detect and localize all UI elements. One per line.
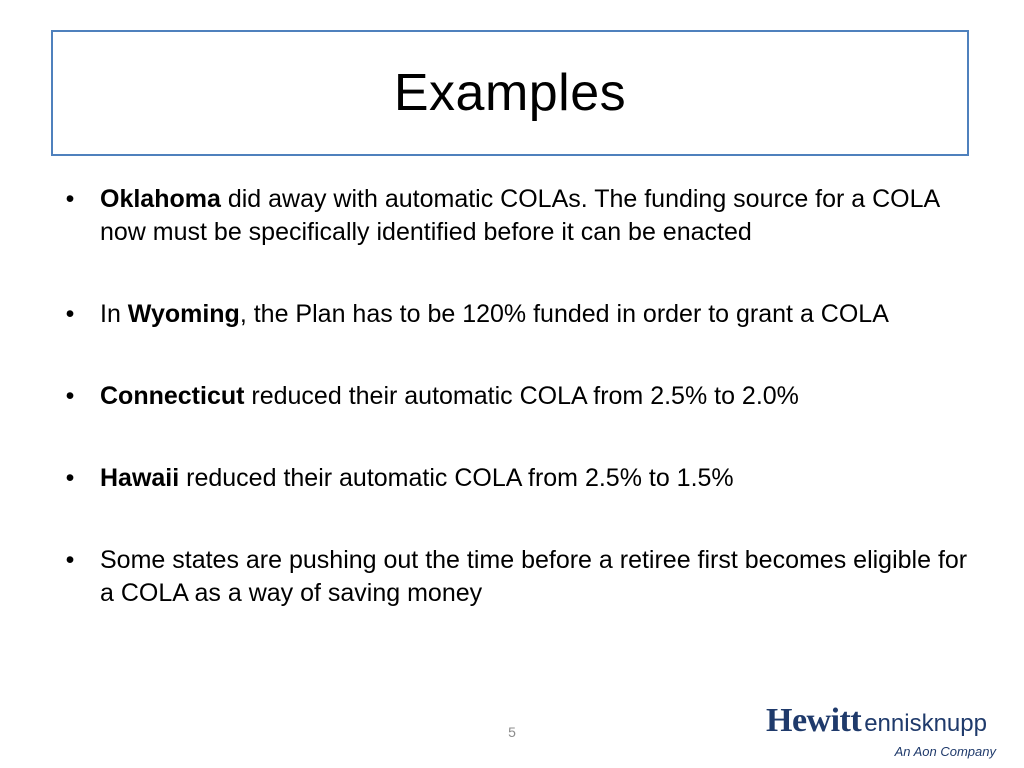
bullet-keyword: Hawaii — [100, 464, 180, 492]
bullet-icon: • — [65, 185, 75, 213]
title-box — [51, 30, 969, 156]
bullet-item — [60, 462, 970, 495]
bullet-text: Hawaii reduced their automatic COLA from 2.5% to 1.5% — [100, 464, 734, 492]
company-logo — [766, 700, 1002, 764]
logo-wordmark — [766, 702, 987, 740]
bullet-icon: • — [65, 382, 75, 410]
bullet-text: Oklahoma did away with automatic COLAs. The funding source for a COLA now must be specifically identified before it can be enacted — [100, 185, 939, 246]
bullet-item — [60, 183, 970, 249]
bullet-item — [60, 298, 970, 331]
logo-secondary-text: ennisknupp — [864, 710, 987, 737]
bullet-keyword: Wyoming — [127, 300, 240, 328]
bullet-keyword: Oklahoma — [100, 185, 221, 213]
page-number: 5 — [508, 724, 516, 740]
bullet-item — [60, 380, 970, 413]
slide-title: Examples — [393, 64, 627, 122]
logo-primary-text: Hewitt — [766, 702, 862, 739]
bullet-icon: • — [65, 464, 75, 492]
bullet-icon: • — [65, 546, 75, 574]
bullet-list — [60, 183, 970, 659]
bullet-icon: • — [65, 300, 75, 328]
bullet-text: In Wyoming, the Plan has to be 120% funded in order to grant a COLA — [100, 300, 889, 328]
bullet-item — [60, 544, 970, 610]
bullet-text: Some states are pushing out the time before a retiree first becomes eligible for a COLA as a way of saving money — [100, 546, 968, 607]
bullet-keyword: Connecticut — [100, 382, 245, 410]
logo-tagline: An Aon Company — [894, 744, 996, 759]
bullet-text: Connecticut reduced their automatic COLA from 2.5% to 2.0% — [100, 382, 799, 410]
